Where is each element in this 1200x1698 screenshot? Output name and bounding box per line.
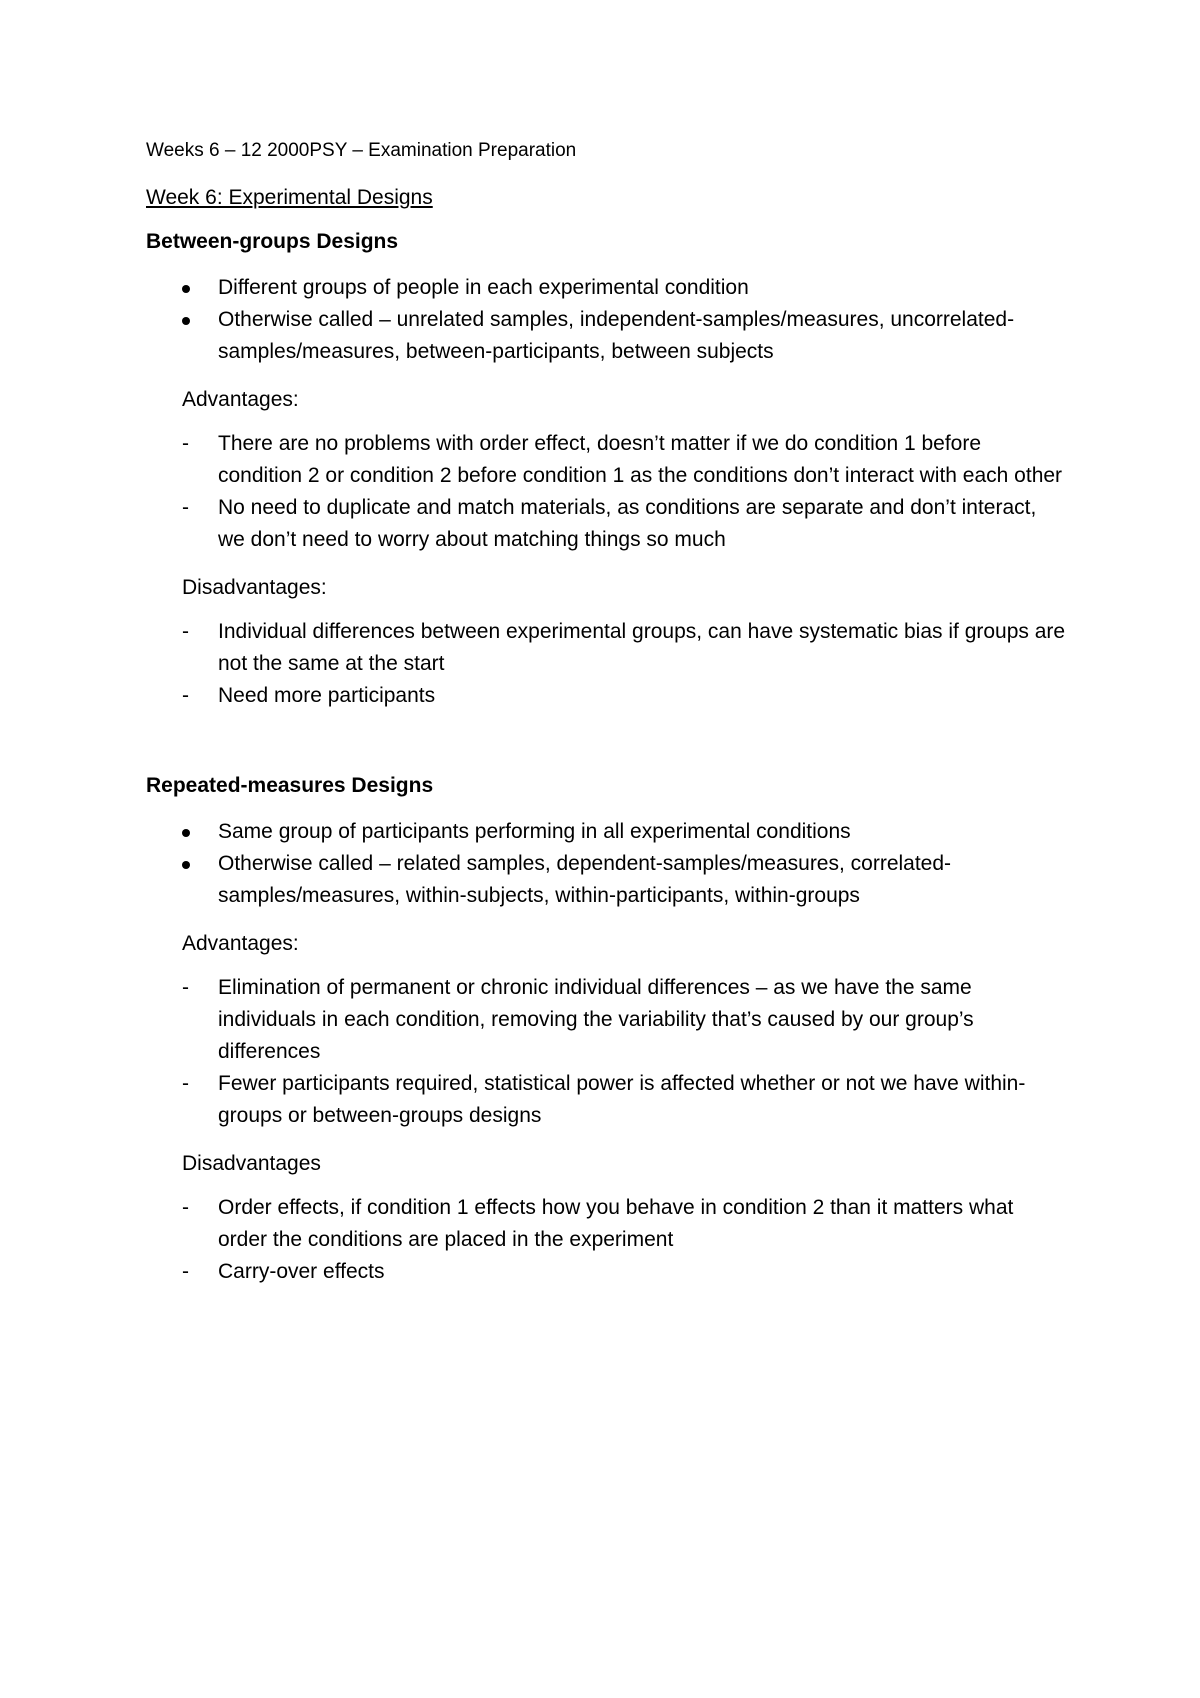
list-item-text: Fewer participants required, statistical power is affected whether or not we have within-groups or between-groups designs bbox=[218, 1072, 1026, 1127]
disadvantages-list bbox=[146, 616, 1066, 712]
list-item-text: Order effects, if condition 1 effects how you behave in condition 2 than it matters what order the conditions are placed in the experiment bbox=[218, 1196, 1014, 1251]
list-item-text: Need more participants bbox=[218, 684, 436, 707]
list-item bbox=[146, 1068, 1066, 1132]
bullet-item bbox=[146, 304, 1066, 368]
bullet-item bbox=[146, 848, 1066, 912]
dash-marker: - bbox=[182, 684, 189, 707]
list-item bbox=[146, 616, 1066, 680]
list-item bbox=[146, 1192, 1066, 1256]
bullet-text: Different groups of people in each experimental condition bbox=[218, 276, 749, 299]
section-heading: Between-groups Designs bbox=[146, 230, 399, 253]
list-item-text: There are no problems with order effect, doesn’t matter if we do condition 1 before condition 2 or condition 2 before condition 1 as the conditions don’t interact with each other bbox=[218, 432, 1063, 487]
disadvantages-label: Disadvantages: bbox=[182, 576, 327, 599]
bullet-icon bbox=[182, 829, 190, 837]
bullet-item bbox=[146, 272, 1066, 304]
list-item-text: Carry-over effects bbox=[218, 1260, 385, 1283]
dash-marker: - bbox=[182, 1260, 189, 1283]
dash-marker: - bbox=[182, 620, 189, 643]
bullet-item bbox=[146, 816, 1066, 848]
list-item bbox=[146, 1256, 1066, 1288]
bullet-text: Same group of participants performing in all experimental conditions bbox=[218, 820, 851, 843]
dash-marker: - bbox=[182, 1196, 189, 1219]
bullet-icon bbox=[182, 317, 190, 325]
dash-marker: - bbox=[182, 1072, 189, 1095]
document-body bbox=[146, 138, 1066, 1304]
advantages-list bbox=[146, 972, 1066, 1132]
bullet-text: Otherwise called – unrelated samples, independent-samples/measures, uncorrelated-samples/measures, between-participants, between subjects bbox=[218, 308, 1015, 363]
week-heading: Week 6: Experimental Designs bbox=[146, 186, 433, 209]
section-between-groups bbox=[146, 228, 1066, 712]
disadvantages-label: Disadvantages bbox=[182, 1152, 321, 1175]
bullet-list bbox=[146, 272, 1066, 368]
dash-marker: - bbox=[182, 976, 189, 999]
bullet-text: Otherwise called – related samples, dependent-samples/measures, correlated-samples/measures, within-subjects, within-participants, within-groups bbox=[218, 852, 952, 907]
section-heading: Repeated-measures Designs bbox=[146, 774, 434, 797]
dash-marker: - bbox=[182, 432, 189, 455]
bullet-icon bbox=[182, 285, 190, 293]
list-item-text: No need to duplicate and match materials, as conditions are separate and don’t interact, we don’t need to worry about matching things so much bbox=[218, 496, 1037, 551]
section-repeated-measures bbox=[146, 772, 1066, 1288]
advantages-label: Advantages: bbox=[182, 932, 299, 955]
document-title: Weeks 6 – 12 2000PSY – Examination Preparation bbox=[146, 140, 577, 161]
list-item-text: Individual differences between experimental groups, can have systematic bias if groups are not the same at the start bbox=[218, 620, 1066, 675]
list-item bbox=[146, 428, 1066, 492]
advantages-list bbox=[146, 428, 1066, 556]
bullet-icon bbox=[182, 861, 190, 869]
list-item-text: Elimination of permanent or chronic individual differences – as we have the same individuals in each condition, removing the variability that’s caused by our group’s differences bbox=[218, 976, 974, 1063]
list-item bbox=[146, 492, 1066, 556]
list-item bbox=[146, 680, 1066, 712]
advantages-label: Advantages: bbox=[182, 388, 299, 411]
disadvantages-list bbox=[146, 1192, 1066, 1288]
dash-marker: - bbox=[182, 496, 189, 519]
bullet-list bbox=[146, 816, 1066, 912]
list-item bbox=[146, 972, 1066, 1068]
